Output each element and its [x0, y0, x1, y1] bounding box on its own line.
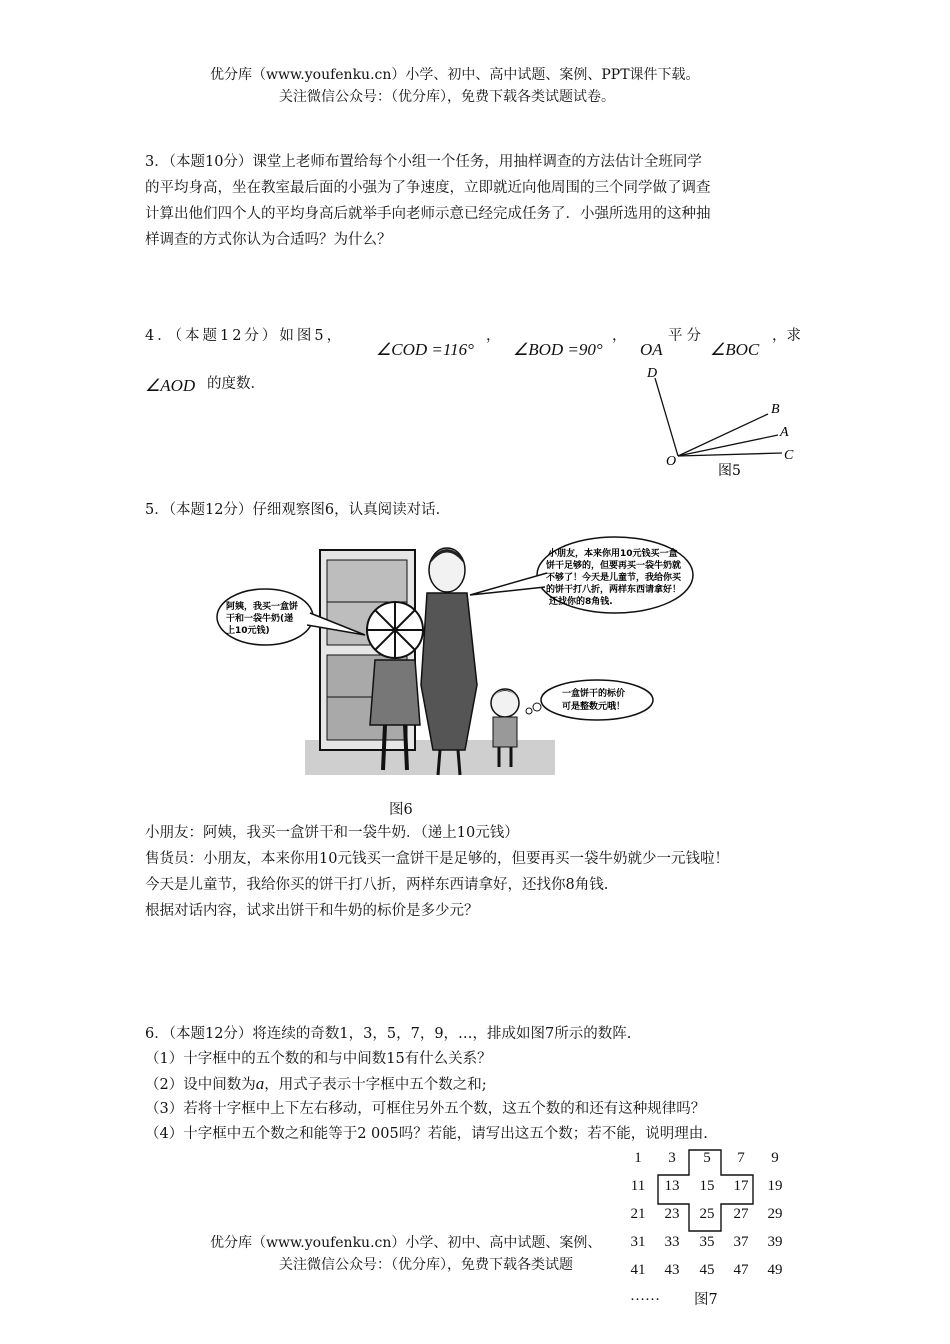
bubble-clerk-tail	[470, 573, 547, 595]
grid-cell: 27	[733, 1206, 749, 1222]
q4-angle-boc: ∠BOC	[710, 340, 760, 359]
grid-cell: 11	[630, 1178, 646, 1194]
q4-angle-aod: ∠AOD	[145, 376, 196, 395]
bubble-boy-line-1: 一盒饼干的标价	[562, 689, 626, 699]
header-line-1: 优分库（www.youfenku.cn）小学、初中、高中试题、案例、PPT课件下载。	[210, 67, 700, 83]
label-b: B	[771, 402, 780, 417]
q6-sub-2-var: a	[255, 1074, 265, 1093]
grid-cell: 25	[699, 1206, 715, 1222]
number-grid	[620, 1150, 820, 1290]
q6-intro: 6．（本题12分）将连续的奇数1，3，5，7，9，…，排成如图7所示的数阵.	[145, 1026, 632, 1042]
q3-line-2: 的平均身高，坐在教室最后面的小强为了争速度，立即就近向他周围的三个同学做了调查	[145, 180, 711, 196]
ray-oa	[678, 435, 778, 456]
girl-umbrella-segments	[367, 602, 423, 658]
q6-sub-2	[145, 1071, 487, 1098]
clerk-head	[429, 548, 465, 592]
bubble-clerk-line-1: 小朋友，本来你用10元钱买一盒	[548, 549, 678, 559]
girl-leg-2	[405, 725, 407, 770]
q4-intro: 4．（本题12分）如图5，	[145, 328, 345, 344]
grid-cell: 35	[699, 1234, 715, 1250]
figure-5	[638, 360, 798, 485]
figure-5-caption: 图5	[718, 463, 741, 479]
ray-oc	[678, 453, 782, 456]
bubble-clerk-line-5: 还找你的8角钱.	[549, 597, 613, 607]
grid-cell: 43	[664, 1262, 680, 1278]
grid-cell: 21	[630, 1206, 646, 1222]
q6-sub-1: （1）十字框中的五个数的和与中间数15有什么关系？	[145, 1051, 492, 1067]
bubble-child-line-3: 上10元钱)	[226, 626, 270, 636]
bubble-boy-dot-2	[526, 708, 532, 714]
grid-cell: 49	[767, 1262, 783, 1278]
q4-angle-bod: ∠BOD =90°	[513, 340, 603, 359]
q5-line-1: 小朋友：阿姨，我买一盒饼干和一袋牛奶．（递上10元钱）	[145, 825, 519, 841]
grid-cell: 7	[737, 1150, 745, 1166]
grid-cell: 47	[733, 1262, 749, 1278]
grid-cell: 33	[664, 1234, 680, 1250]
q6-sub-3: （3）若将十字框中上下左右移动，可框住另外五个数，这五个数的和还有这种规律吗？	[145, 1101, 706, 1117]
q3-line-3: 计算出他们四个人的平均身高后就举手向老师示意已经完成任务了．小强所选用的这种抽	[145, 206, 711, 222]
q5-line-3: 今天是儿童节，我给你买的饼干打八折，两样东西请拿好，还找你8角钱.	[145, 877, 609, 893]
grid-cell: 23	[664, 1206, 680, 1222]
header-line-2: 关注微信公众号：（优分库），免费下载各类试题试卷。	[279, 89, 615, 105]
grid-cell: 5	[703, 1150, 711, 1166]
label-a: A	[780, 425, 789, 440]
grid-cell: 29	[767, 1206, 783, 1222]
q4-angle-cod: ∠COD =116°	[376, 340, 474, 359]
q3-line-4: 样调查的方式你认为合适吗？为什么？	[145, 232, 392, 248]
grid-ellipsis: ……	[630, 1288, 660, 1304]
grid-cell: 3	[668, 1150, 676, 1166]
q4-tail: 的度数．	[207, 376, 265, 392]
grid-cell: 17	[733, 1178, 749, 1194]
q5-line-2: 售货员：小朋友，本来你用10元钱买一盒饼干是足够的，但要再买一袋牛奶就少一元钱啦！	[145, 851, 729, 867]
q4-qiu: ，求	[772, 328, 801, 344]
figure-7-caption: 图7	[694, 1292, 718, 1308]
grid-cell: 9	[771, 1150, 779, 1166]
grid-cell: 13	[664, 1178, 680, 1194]
figure-6-caption: 图6	[389, 802, 413, 818]
bubble-child-line-2: 干和一袋牛奶(递	[226, 614, 294, 624]
grid-cell: 41	[630, 1262, 646, 1278]
q6-sub-2-b: ，用式子表示十字框中五个数之和;	[264, 1077, 487, 1093]
q5-intro: 5．（本题12分）仔细观察图6，认真阅读对话．	[145, 502, 451, 518]
clerk-body	[421, 593, 477, 750]
bubble-clerk-line-4: 的饼干打八折，两样东西请拿好！	[546, 585, 682, 595]
bubble-child-line-1: 阿姨，我买一盒饼	[226, 602, 299, 612]
q4-comma-2: ，	[612, 328, 627, 344]
q6-sub-2-a: （2）设中间数为	[145, 1077, 256, 1093]
grid-cell: 1	[634, 1150, 642, 1166]
girl-body	[370, 660, 420, 725]
q4-comma-1: ，	[486, 328, 501, 344]
figure-6-illustration	[215, 535, 695, 785]
boy-head	[491, 689, 519, 717]
grid-cell: 19	[767, 1178, 783, 1194]
q4-oa: OA	[640, 340, 663, 359]
footer-line-2: 关注微信公众号：（优分库），免费下载各类试题	[279, 1257, 573, 1273]
q3-line-1: 3．（本题10分）课堂上老师布置给每个小组一个任务，用抽样调查的方法估计全班同学	[145, 154, 702, 170]
bubble-clerk-line-2: 饼干足够的，但要再买一袋牛奶就	[546, 561, 682, 571]
grid-cell: 15	[699, 1178, 715, 1194]
label-o: O	[666, 454, 677, 469]
bubble-clerk-line-3: 不够了！今天是儿童节，我给你买	[546, 573, 682, 583]
q4-pingfen: 平分	[668, 328, 705, 344]
grid-cell: 45	[699, 1262, 715, 1278]
bubble-boy-line-2: 可是整数元哦！	[562, 702, 626, 712]
label-c: C	[784, 448, 794, 463]
q5-line-4: 根据对话内容，试求出饼干和牛奶的标价是多少元？	[145, 903, 479, 919]
boy-body	[493, 717, 517, 747]
ray-od	[655, 378, 678, 456]
grid-cell: 39	[767, 1234, 783, 1250]
clerk-leg-1	[438, 750, 440, 775]
ray-ob	[678, 414, 768, 456]
clerk-leg-2	[458, 750, 460, 775]
girl-leg-1	[383, 725, 385, 770]
bubble-boy	[541, 680, 653, 720]
bubble-boy-dot-1	[533, 703, 541, 711]
q6-sub-4: （4）十字框中五个数之和能等于2 005吗？若能，请写出这五个数；若不能，说明理由.	[145, 1126, 708, 1142]
footer-line-1: 优分库（www.youfenku.cn）小学、初中、高中试题、案例、	[210, 1235, 602, 1251]
label-d: D	[647, 366, 658, 381]
grid-cell: 37	[733, 1234, 749, 1250]
grid-cell: 31	[630, 1234, 646, 1250]
